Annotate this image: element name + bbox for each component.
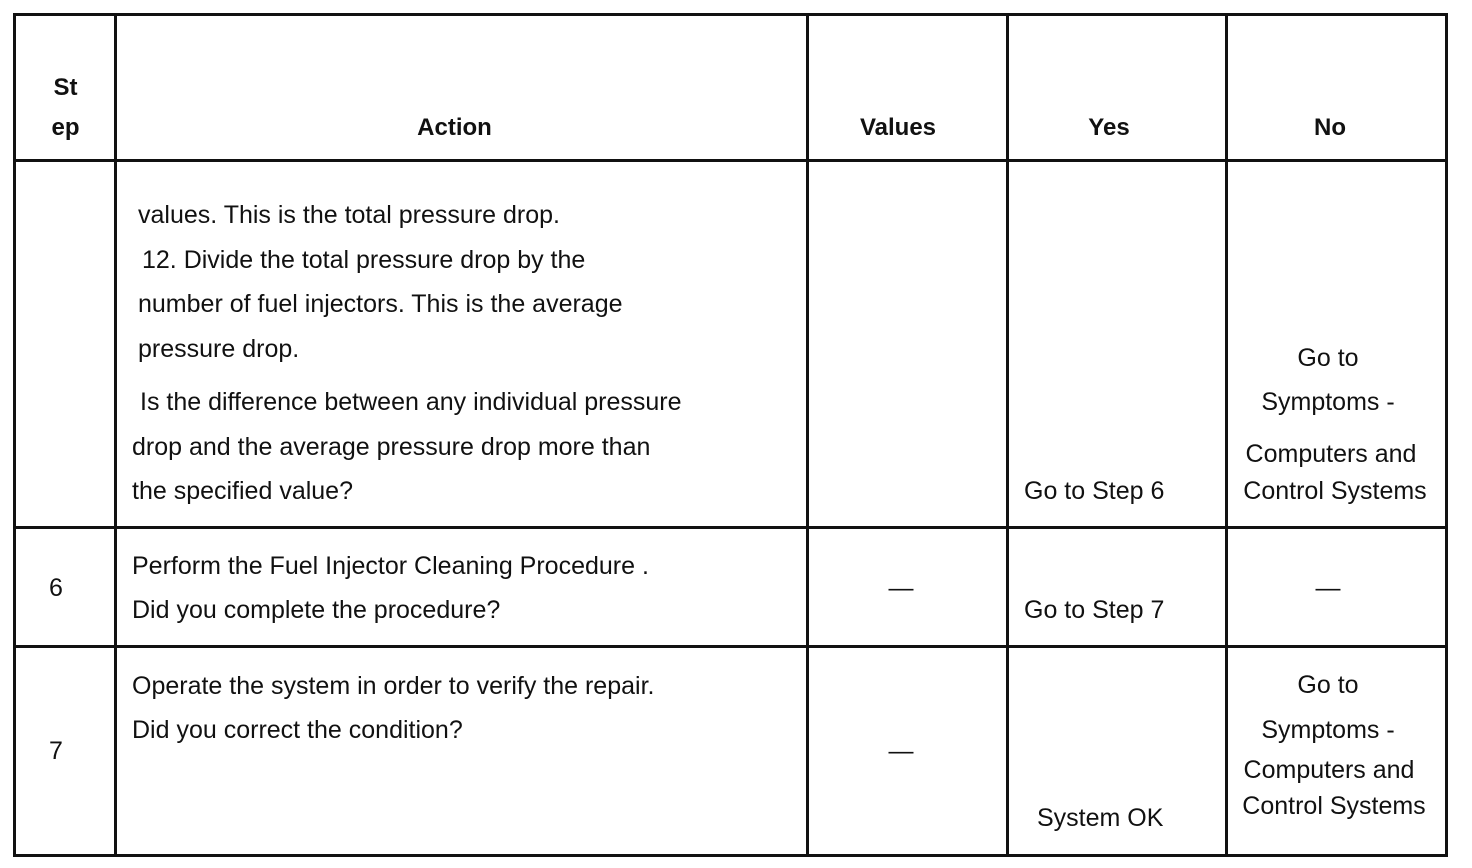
action-text: number of fuel injectors. This is the average: [138, 290, 623, 318]
action-text: pressure drop.: [138, 335, 300, 363]
no-cell-line: Symptoms -: [1261, 388, 1395, 416]
header-separator: [13, 159, 1448, 162]
action-text: Did you complete the procedure?: [132, 596, 501, 624]
action-text: values. This is the total pressure drop.: [138, 201, 560, 229]
yes-cell: Go to Step 6: [1024, 477, 1165, 505]
no-cell-line: Control Systems: [1242, 792, 1426, 820]
table-border-top: [13, 13, 1448, 16]
step-number: 7: [49, 737, 63, 765]
no-cell-line: Computers and: [1245, 440, 1417, 468]
header-action: Action: [417, 114, 492, 141]
values-cell: —: [888, 574, 914, 602]
no-cell-line: Symptoms -: [1261, 716, 1395, 744]
yes-cell: Go to Step 7: [1024, 596, 1165, 624]
action-text: Operate the system in order to verify the repair.: [132, 672, 655, 700]
table-border-left: [13, 14, 16, 857]
table-border-bottom: [13, 854, 1448, 857]
action-text: Perform the Fuel Injector Cleaning Procedure .: [132, 552, 649, 580]
no-cell: —: [1315, 574, 1341, 602]
action-text: Did you correct the condition?: [132, 716, 463, 744]
row-separator: [13, 645, 1448, 648]
no-cell-line: Go to: [1297, 344, 1359, 372]
header-step-line2: ep: [51, 114, 80, 141]
table-border-right: [1445, 14, 1448, 857]
row-separator: [13, 526, 1448, 529]
no-cell-line: Control Systems: [1243, 477, 1427, 505]
action-text: Is the difference between any individual pressure: [140, 388, 682, 416]
header-step-line1: St: [53, 74, 78, 101]
no-cell-line: Computers and: [1243, 756, 1415, 784]
action-text: drop and the average pressure drop more than: [132, 433, 651, 461]
action-text: 12. Divide the total pressure drop by the: [142, 246, 586, 274]
values-cell: —: [888, 737, 914, 765]
yes-cell: System OK: [1037, 804, 1164, 832]
header-no: No: [1314, 114, 1346, 141]
header-yes: Yes: [1088, 114, 1130, 141]
step-number: 6: [49, 574, 63, 602]
action-text: the specified value?: [132, 477, 353, 505]
no-cell-line: Go to: [1297, 671, 1359, 699]
header-values: Values: [859, 114, 937, 141]
